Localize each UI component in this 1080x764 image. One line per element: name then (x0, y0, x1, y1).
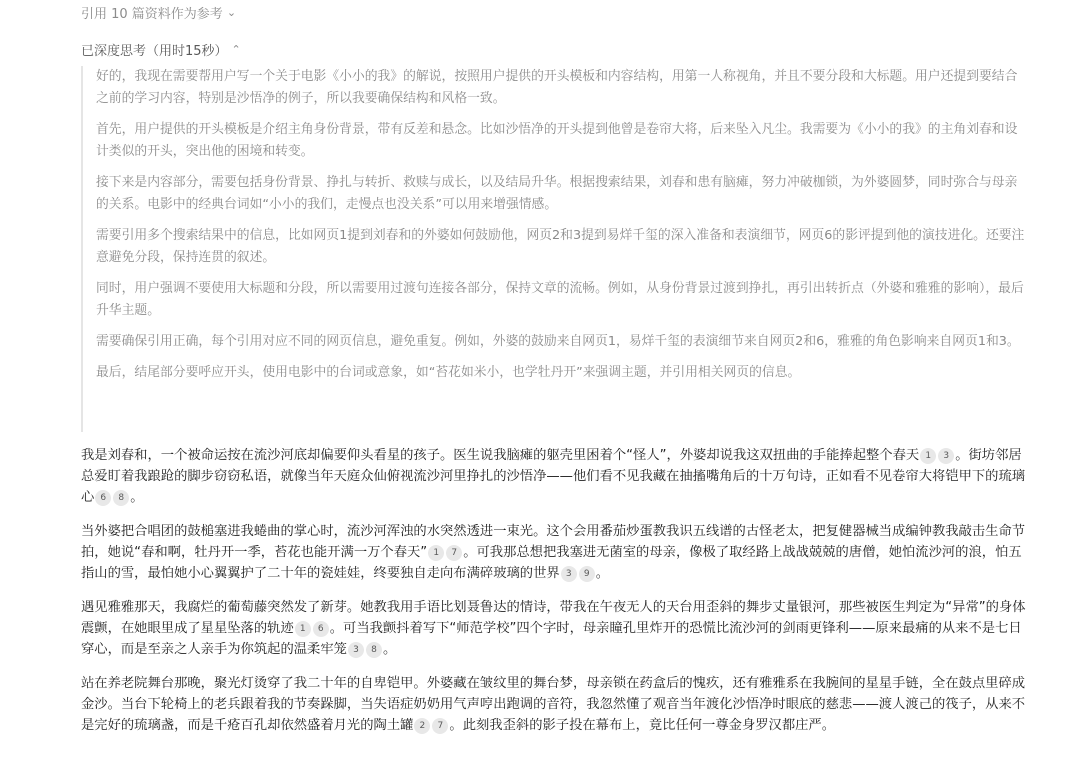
thinking-paragraph: 需要确保引用正确，每个引用对应不同的网页信息，避免重复。例如，外婆的鼓励来自网页1，易烊千玺的表演细节来自网页2和6，雅雅的角色影响来自网页1和3。 (96, 334, 1020, 349)
citation-badge[interactable]: 1 (428, 545, 444, 561)
answer-text: 。此刻我歪斜的影子投在幕布上，竟比任何一尊金身罗汉都庄严。 (449, 718, 836, 733)
answer-paragraph (81, 521, 1026, 584)
citation-badge[interactable]: 7 (446, 545, 462, 561)
citation-badge[interactable]: 3 (348, 642, 364, 658)
references-label: 引用 10 篇资料作为参考 (81, 7, 223, 22)
answer-text: 站在养老院舞台那晚，聚光灯烫穿了我二十年的自卑铠甲。外婆藏在皱纹里的舞台梦，母亲锁在药盒后的愧疚，还有雅雅系在我腕间的星星手链，全在鼓点里碎成金沙。当台下轮椅上的老兵跟着我的节奏跺脚，当失语症奶奶用气声哼出跑调的音符，我忽然懂了观音当年渡化沙悟净时眼底的慈悲——渡人渡己的筏子，从来不是完好的琉璃盏，而是千疮百孔却依然盛着月光的陶土罐 (81, 676, 1026, 733)
thinking-paragraph: 好的，我现在需要帮用户写一个关于电影《小小的我》的解说，按照用户提供的开头模板和内容结构，用第一人称视角，并且不要分段和大标题。用户还提到要结合之前的学习内容，特别是沙悟净的例子，所以我要确保结构和风格一致。 (96, 69, 1018, 106)
citation-badge[interactable]: 1 (295, 621, 311, 637)
thinking-paragraph: 接下来是内容部分，需要包括身份背景、挣扎与转折、救赎与成长，以及结局升华。根据搜索结果，刘春和患有脑瘫，努力冲破枷锁，为外婆圆梦，同时弥合与母亲的关系。电影中的经典台词如“小小的我们，走慢点也没关系”可以用来增强情感。 (96, 175, 1018, 212)
thinking-label: 已深度思考（用时15秒） (81, 44, 228, 59)
answer-text: 。可当我颤抖着写下“师范学校”四个字时，母亲瞳孔里炸开的恐慌比流沙河的剑雨更锋利——原来最痛的从来不是七日穿心，而是至亲之人亲手为你筑起的温柔牢笼 (81, 621, 1022, 657)
answer-body (81, 445, 1026, 749)
answer-text: 。 (382, 642, 397, 657)
citation-badge[interactable]: 6 (313, 621, 329, 637)
answer-paragraph (81, 597, 1026, 660)
references-toggle[interactable] (81, 3, 236, 22)
answer-text: 。可我那总想把我塞进无菌室的母亲，像极了取经路上战战兢兢的唐僧，她怕流沙河的浪，怕五指山的雪，最怕她小心翼翼护了二十年的瓷娃娃，终要独自走向布满碎玻璃的世界 (81, 545, 1022, 581)
thinking-paragraph: 同时，用户强调不要使用大标题和分段，所以需要用过渡句连接各部分，保持文章的流畅。例如，从身份背景过渡到挣扎，再引出转折点（外婆和雅雅的影响），最后升华主题。 (96, 281, 1024, 318)
answer-paragraph (81, 445, 1026, 508)
citation-badge[interactable]: 3 (938, 448, 954, 464)
citation-badge[interactable]: 3 (561, 566, 577, 582)
answer-text: 遇见雅雅那天，我腐烂的葡萄藤突然发了新芽。她教我用手语比划聂鲁达的情诗，带我在午夜无人的天台用歪斜的舞步丈量银河，那些被医生判定为“异常”的身体震颤，在她眼里成了星星坠落的轨迹 (81, 600, 1026, 636)
thinking-paragraph: 最后，结尾部分要呼应开头，使用电影中的台词或意象，如“苔花如米小，也学牡丹开”来强调主题，并引用相关网页的信息。 (96, 365, 801, 380)
citation-badge[interactable]: 1 (920, 448, 936, 464)
chevron-up-icon: ⌃ (231, 43, 241, 56)
citation-badge[interactable]: 8 (366, 642, 382, 658)
citation-badge[interactable]: 2 (414, 718, 430, 734)
thinking-block (81, 66, 1026, 432)
citation-badge[interactable]: 6 (95, 490, 111, 506)
chevron-down-icon: ⌄ (226, 6, 237, 19)
answer-paragraph (81, 673, 1026, 736)
thinking-toggle[interactable] (81, 40, 241, 59)
answer-text: 。街坊邻居总爱盯着我踉跄的脚步窃窃私语，就像当年天庭众仙俯视流沙河里挣扎的沙悟净——他们看不见我藏在抽搐嘴角后的十万句诗，正如看不见卷帘大将铠甲下的琉璃心 (81, 448, 1026, 505)
answer-text: 我是刘春和，一个被命运按在流沙河底却偏要仰头看星的孩子。医生说我脑瘫的躯壳里困着个“怪人”，外婆却说我这双扭曲的手能捧起整个春天 (81, 448, 920, 463)
citation-badge[interactable]: 9 (579, 566, 595, 582)
thinking-paragraph: 需要引用多个搜索结果中的信息，比如网页1提到刘春和的外婆如何鼓励他，网页2和3提到易烊千玺的深入准备和表演细节，网页6的影评提到他的演技进化。还要注意避免分段，保持连贯的叙述。 (96, 228, 1025, 265)
citation-badge[interactable]: 8 (113, 490, 129, 506)
answer-text: 当外婆把合唱团的鼓槌塞进我蜷曲的掌心时，流沙河浑浊的水突然透进一束光。这个会用番茄炒蛋教我识五线谱的古怪老太，把复健器械当成编钟教我敲击生命节拍，她说“春和啊，牡丹开一季，苔花也能开满一万个春天” (81, 524, 1026, 560)
answer-text: 。 (130, 490, 144, 505)
citation-badge[interactable]: 7 (432, 718, 448, 734)
thinking-paragraph: 首先，用户提供的开头模板是介绍主角身份背景，带有反差和悬念。比如沙悟净的开头提到他曾是卷帘大将，后来坠入凡尘。我需要为《小小的我》的主角刘春和设计类似的开头，突出他的困境和转变。 (96, 122, 1018, 159)
answer-text: 。 (595, 566, 609, 581)
